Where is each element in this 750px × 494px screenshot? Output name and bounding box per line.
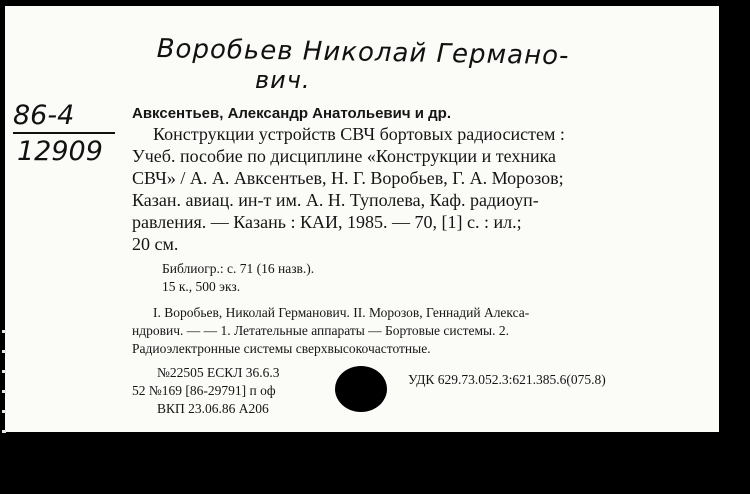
title-line: Учеб. пособие по дисциплине «Конструкции и техника (132, 146, 557, 166)
shelf-mark-divider (13, 132, 115, 134)
registration-codes-line: №22505 ЕСКЛ 36.6.3 (157, 365, 280, 380)
author-heading: Авксентьев, Александр Анатольевич и др. (132, 105, 451, 122)
title-line: СВЧ» / А. А. Авксентьев, Н. Г. Воробьев, Г. А. Морозов; (132, 168, 564, 188)
udc-code: УДК 629.73.052.3:621.385.6(075.8) (408, 372, 606, 387)
edge-mark (2, 350, 6, 353)
registration-codes-line: ВКП 23.06.86 А206 (157, 401, 269, 416)
registration-codes-line: 52 №169 [86-29791] п оф (132, 383, 276, 398)
handwritten-name-continuation: вич. (255, 66, 311, 94)
title-line: Казан. авиац. ин-т им. А. Н. Туполева, Каф. радиоуп- (132, 190, 539, 210)
catalog-card (5, 6, 719, 432)
tracing-line: ндрович. — — 1. Летательные аппараты — Бортовые системы. 2. (132, 323, 510, 338)
print-run-note: 15 к., 500 экз. (162, 279, 241, 294)
edge-mark (2, 370, 6, 373)
edge-mark (2, 430, 6, 433)
title-line: 20 см. (132, 234, 179, 254)
handwritten-name: Воробьев Николай Германо- (156, 34, 570, 72)
title-line: равления. — Казань : КАИ, 1985. — 70, [1] с. : ил.; (132, 212, 522, 232)
tracing-line: Радиоэлектронные системы сверхвысокочастотные. (132, 341, 431, 356)
shelf-mark-top: 86-4 (13, 100, 75, 131)
tracing-line: I. Воробьев, Николай Германович. II. Морозов, Геннадий Алекса- (153, 305, 530, 320)
edge-mark (2, 390, 6, 393)
bibliography-note: Библиогр.: с. 71 (16 назв.). (162, 261, 315, 276)
shelf-mark-bottom: 12909 (17, 136, 103, 167)
edge-mark (2, 330, 6, 333)
edge-mark (2, 410, 6, 413)
stamp-blot (335, 366, 387, 412)
title-line: Конструкции устройств СВЧ бортовых радиосистем : (153, 124, 565, 144)
